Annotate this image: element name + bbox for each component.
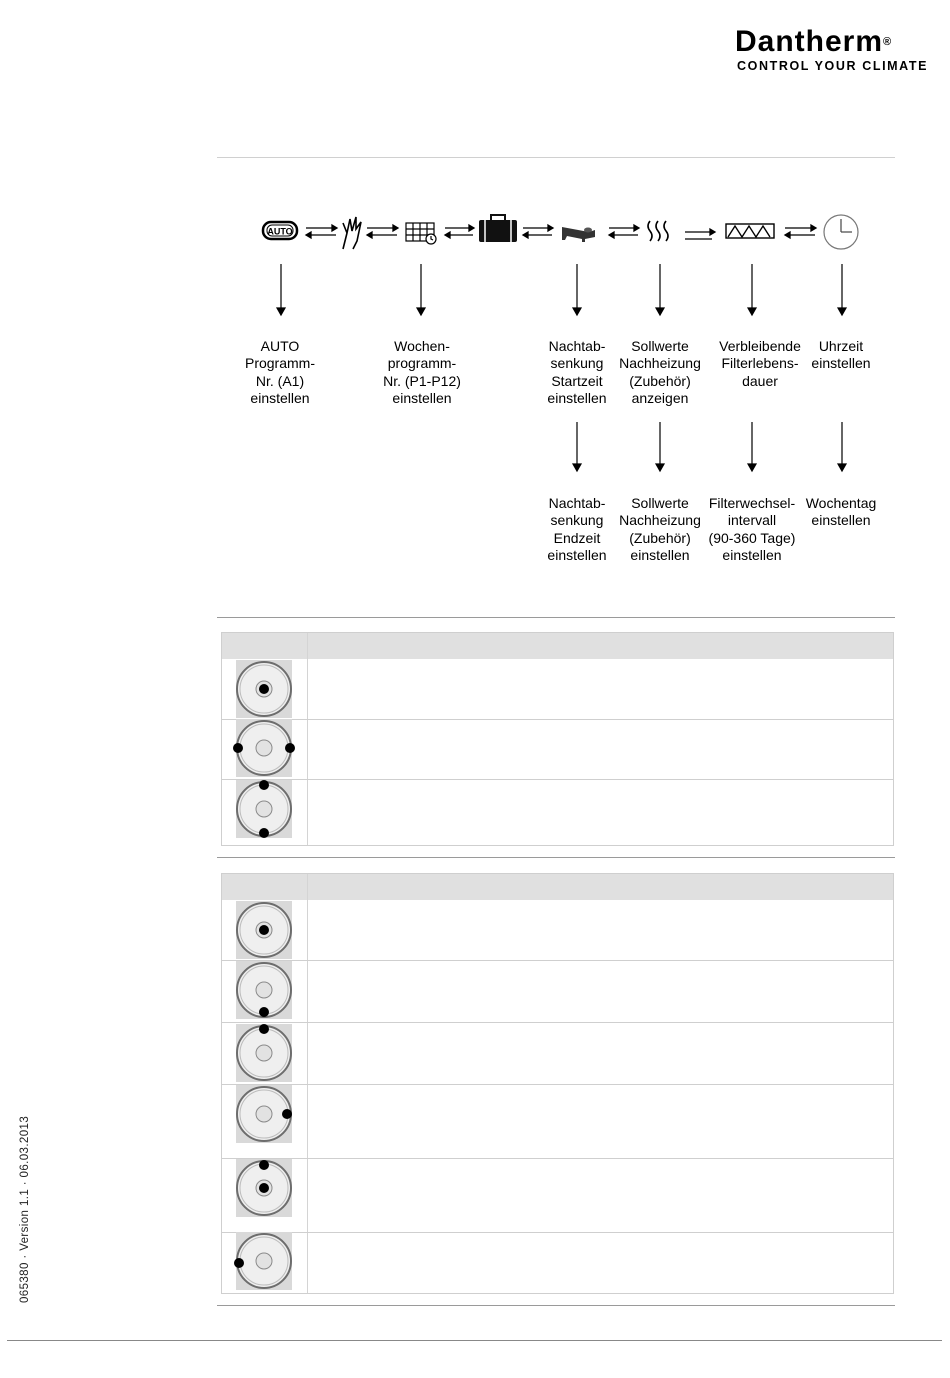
label-set-weekday: Wochentag einstellen — [805, 495, 877, 529]
brand-tagline: CONTROL YOUR CLIMATE — [737, 59, 929, 73]
knob-left-right-icon — [229, 713, 299, 783]
label-filter-remaining: Verbleibende Filterlebens- dauer — [719, 338, 801, 389]
brand-logo — [735, 26, 892, 58]
reheating-heat-waves-icon — [648, 221, 668, 241]
arrows-row-2 — [560, 420, 860, 476]
label-reheat-set: Sollwerte Nachheizung (Zubehör) einstellen — [619, 495, 701, 563]
knob-up-icon — [229, 1018, 299, 1088]
press-point-dot — [259, 1160, 269, 1170]
knob-right-icon — [229, 1079, 299, 1149]
knob-up-center-icon — [229, 1153, 299, 1223]
press-point-dot — [259, 780, 269, 790]
press-point-dot — [234, 1258, 244, 1268]
knob-down-icon — [229, 955, 299, 1025]
label-filter-interval: Filterwechsel- intervall (90-360 Tage) einstellen — [708, 495, 796, 563]
press-point-dot — [259, 1183, 269, 1193]
control-table-2 — [221, 873, 894, 1294]
svg-text:AUTO: AUTO — [267, 226, 293, 237]
week-program-calendar-icon — [406, 223, 436, 244]
document-version: 065380 · Version 1.1 · 06.03.2013 — [19, 1115, 31, 1303]
label-reheat-show: Sollwerte Nachheizung (Zubehör) anzeigen — [619, 338, 701, 406]
label-auto-program: AUTO Programm- Nr. (A1) einstellen — [244, 338, 315, 406]
table-header — [222, 874, 893, 900]
manual-hand-icon — [343, 217, 361, 249]
control-table-1 — [221, 632, 894, 846]
menu-icon-row — [255, 205, 865, 255]
auto-program-icon — [263, 222, 297, 239]
divider — [217, 157, 895, 158]
label-set-time: Uhrzeit einstellen — [811, 338, 871, 372]
footer-divider — [7, 1340, 942, 1341]
press-point-dot — [233, 743, 243, 753]
press-point-dot — [259, 828, 269, 838]
table-header — [222, 633, 893, 659]
knob-left-icon — [229, 1226, 299, 1296]
registered-mark: ® — [883, 36, 893, 48]
press-point-dot — [259, 1007, 269, 1017]
label-night-setback-end: Nachtab- senkung Endzeit einstellen — [547, 495, 607, 563]
press-point-dot — [285, 743, 295, 753]
night-setback-bed-icon — [562, 227, 595, 242]
label-week-program: Wochen- programm- Nr. (P1-P12) einstellen — [383, 338, 461, 406]
press-point-dot — [259, 925, 269, 935]
press-point-dot — [282, 1109, 292, 1119]
knob-up-down-icon — [229, 774, 299, 844]
divider — [217, 857, 895, 858]
brand-name: Dantherm — [735, 25, 884, 58]
holiday-suitcase-icon — [479, 215, 517, 242]
press-point-dot — [259, 1024, 269, 1034]
arrows-row-1 — [260, 262, 860, 318]
label-night-setback-start: Nachtab- senkung Startzeit einstellen — [547, 338, 607, 406]
divider — [217, 617, 895, 618]
clock-icon — [824, 215, 858, 249]
filter-icon — [726, 224, 774, 238]
divider — [217, 1305, 895, 1306]
press-point-dot — [259, 684, 269, 694]
